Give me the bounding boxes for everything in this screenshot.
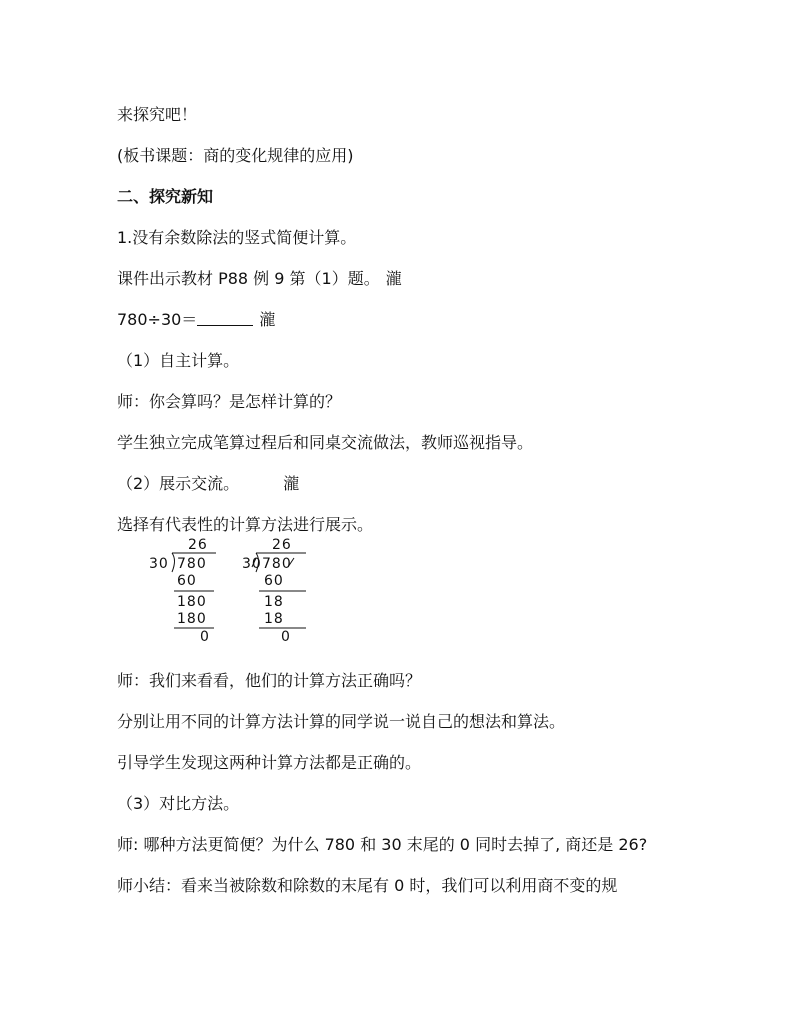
equation-line bbox=[117, 309, 275, 331]
division-b bbox=[242, 537, 306, 645]
text-line: 分别让用不同的计算方法计算的同学说一说自己的想法和算法。 bbox=[117, 712, 566, 731]
final-remainder: 0 bbox=[281, 629, 291, 645]
stray-glyph: 瀧 bbox=[283, 474, 300, 493]
step-product: 180 bbox=[177, 611, 207, 627]
line-text: （2）展示交流。 bbox=[117, 474, 240, 493]
division-bracket bbox=[172, 553, 175, 572]
step-remainder: 180 bbox=[177, 594, 207, 610]
teacher-summary: 师小结：看来当被除数和除数的末尾有 0 时，我们可以利用商不变的规 bbox=[117, 876, 618, 895]
teacher-question: 师：你会算吗？是怎样计算的？ bbox=[117, 392, 342, 411]
teacher-question: 师: 哪种方法更简便？为什么 780 和 30 末尾的 0 同时去掉了, 商还是 26? bbox=[117, 835, 648, 854]
quotient: 26 bbox=[188, 537, 208, 553]
step-heading bbox=[117, 473, 299, 495]
step-heading: （1）自主计算。 bbox=[117, 351, 240, 370]
teacher-question: 师：我们来看看，他们的计算方法正确吗？ bbox=[117, 671, 422, 690]
answer-blank bbox=[197, 311, 253, 326]
stray-glyph: 瀧 bbox=[259, 310, 276, 329]
step-product: 18 bbox=[264, 611, 284, 627]
long-division-figure bbox=[140, 534, 330, 646]
text-line bbox=[117, 268, 402, 290]
division-a bbox=[149, 537, 216, 645]
step-remainder: 18 bbox=[264, 594, 284, 610]
section-heading: 二、探究新知 bbox=[117, 187, 214, 206]
dividend: 780 bbox=[262, 556, 292, 572]
text-line: 选择有代表性的计算方法进行展示。 bbox=[117, 515, 374, 534]
board-title: (板书课题：商的变化规律的应用) bbox=[117, 146, 354, 165]
stray-glyph: 瀧 bbox=[385, 269, 402, 288]
step-product: 60 bbox=[264, 573, 284, 589]
text-line: 引导学生发现这两种计算方法都是正确的。 bbox=[117, 753, 422, 772]
quotient: 26 bbox=[272, 537, 292, 553]
divisor: 30 bbox=[149, 556, 169, 572]
equation-text: 780÷30＝ bbox=[117, 310, 198, 329]
final-remainder: 0 bbox=[200, 629, 210, 645]
divisor: 30 bbox=[242, 556, 262, 572]
step-product: 60 bbox=[177, 573, 197, 589]
line-text: 课件出示教材 P88 例 9 第（1）题。 bbox=[117, 269, 380, 288]
step-heading: （3）对比方法。 bbox=[117, 794, 240, 813]
text-line: 学生独立完成笔算过程后和同桌交流做法，教师巡视指导。 bbox=[117, 433, 534, 452]
subsection-title: 1.没有余数除法的竖式简便计算。 bbox=[117, 228, 357, 247]
dividend: 780 bbox=[177, 556, 207, 572]
text-line: 来探究吧！ bbox=[117, 105, 198, 124]
